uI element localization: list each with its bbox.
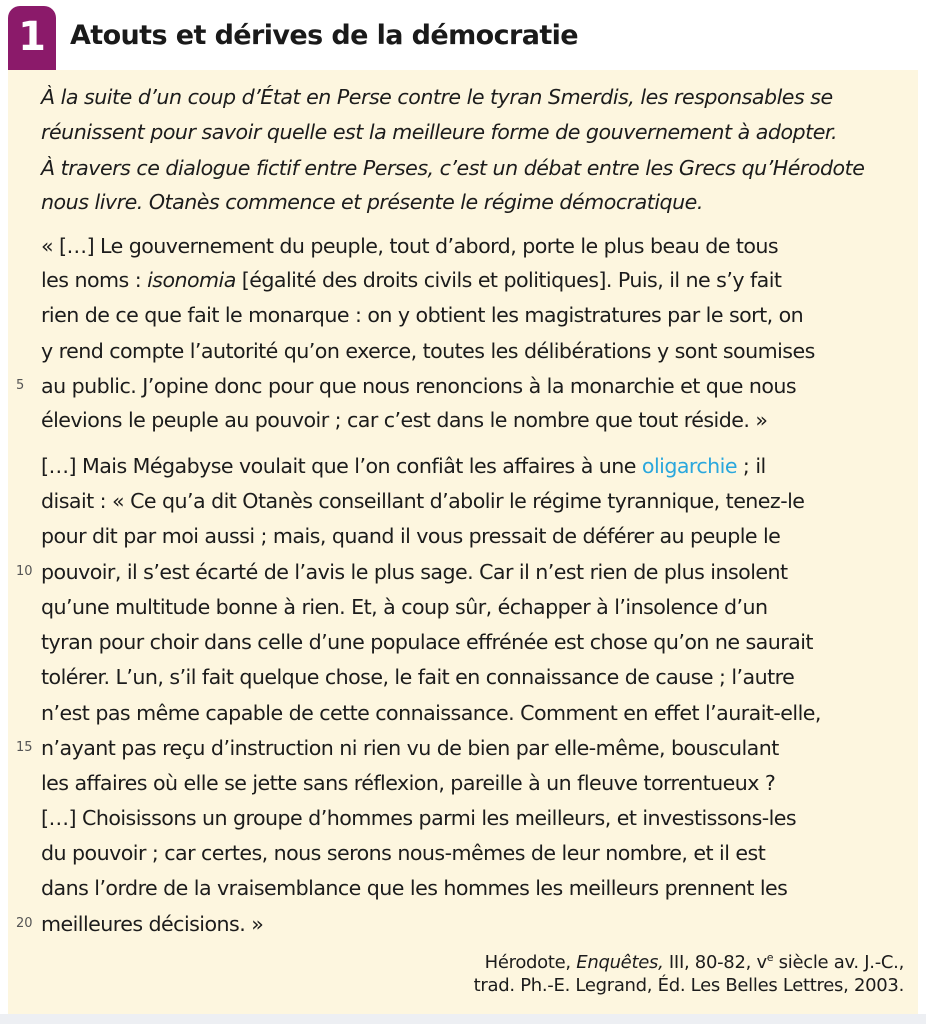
page-bottom-edge	[0, 1014, 926, 1024]
source-translation: trad. Ph.-E. Legrand, Éd. Les Belles Lettres, 2003.	[473, 975, 904, 996]
text-line: y rend compte l’autorité qu’on exerce, toutes les délibérations y sont soumises	[41, 339, 815, 363]
text-line: tyran pour choir dans celle d’une populace effrénée est chose qu’on ne saurait	[41, 630, 813, 654]
source-work-title: Enquêtes,	[576, 952, 664, 973]
line-number: 10	[16, 564, 33, 579]
text-line: pouvoir, il s’est écarté de l’avis le plus sage. Car il n’est rien de plus insolent	[41, 560, 788, 584]
intro-line: À la suite d’un coup d’État en Perse contre le tyran Smerdis, les responsables se	[41, 85, 833, 109]
source-date: siècle av. J.-C.,	[773, 952, 904, 973]
text-line: disait : « Ce qu’a dit Otanès conseillant d’abolir le régime tyrannique, tenez-le	[41, 489, 805, 513]
source-citation	[485, 951, 904, 974]
text-span: ; il	[736, 454, 766, 478]
line-number: 15	[16, 740, 33, 755]
text-line: pour dit par moi aussi ; mais, quand il vous pressait de déférer au peuple le	[41, 524, 781, 548]
line-number: 20	[16, 916, 33, 931]
text-line: « […] Le gouvernement du peuple, tout d’abord, porte le plus beau de tous	[41, 234, 779, 258]
text-line: […] Choisissons un groupe d’hommes parmi les meilleurs, et investissons-les	[41, 806, 797, 830]
text-line: dans l’ordre de la vraisemblance que les hommes les meilleurs prennent les	[41, 876, 788, 900]
text-span: [égalité des droits civils et politiques]. Puis, il ne s’y fait	[235, 268, 782, 292]
line-number: 5	[16, 378, 25, 393]
text-line	[41, 449, 911, 483]
text-line: au public. J’opine donc pour que nous renoncions à la monarchie et que nous	[41, 374, 797, 398]
text-span: les noms :	[41, 268, 148, 292]
text-line: les affaires où elle se jette sans réflexion, pareille à un fleuve torrentueux ?	[41, 771, 776, 795]
source-reference: III, 80-82, v	[663, 952, 767, 973]
text-line: n’ayant pas reçu d’instruction ni rien vu de bien par elle-même, bousculant	[41, 736, 779, 760]
text-line: meilleures décisions. »	[41, 912, 264, 936]
intro-line: À travers ce dialogue fictif entre Perses, c’est un débat entre les Grecs qu’Hérodote	[41, 156, 865, 180]
header	[0, 0, 926, 70]
text-line: n’est pas même capable de cette connaissance. Comment en effet l’aurait-elle,	[41, 701, 821, 725]
century-superscript: e	[766, 951, 774, 964]
text-span: […] Mais Mégabyse voulait que l’on confiât les affaires à une	[41, 454, 642, 478]
document-body	[8, 70, 918, 1014]
source-author: Hérodote,	[484, 952, 577, 973]
glossary-link-oligarchie[interactable]: oligarchie	[641, 454, 737, 478]
document-title: Atouts et dérives de la démocratie	[70, 20, 579, 51]
text-line: rien de ce que fait le monarque : on y obtient les magistratures par le sort, on	[41, 303, 804, 327]
text-line	[41, 263, 911, 297]
term-isonomia: isonomia	[147, 268, 236, 292]
text-line: qu’une multitude bonne à rien. Et, à coup sûr, échapper à l’insolence d’un	[41, 595, 768, 619]
text-line: du pouvoir ; car certes, nous serons nous-mêmes de leur nombre, et il est	[41, 841, 766, 865]
text-line: élevions le peuple au pouvoir ; car c’est dans le nombre que tout réside. »	[41, 408, 768, 432]
intro-line: nous livre. Otanès commence et présente le régime démocratique.	[41, 190, 703, 214]
intro-line: réunissent pour savoir quelle est la meilleure forme de gouvernement à adopter.	[41, 120, 837, 144]
text-line: tolérer. L’un, s’il fait quelque chose, le fait en connaissance de cause ; l’autre	[41, 665, 795, 689]
document-number-badge: 1	[8, 6, 56, 70]
